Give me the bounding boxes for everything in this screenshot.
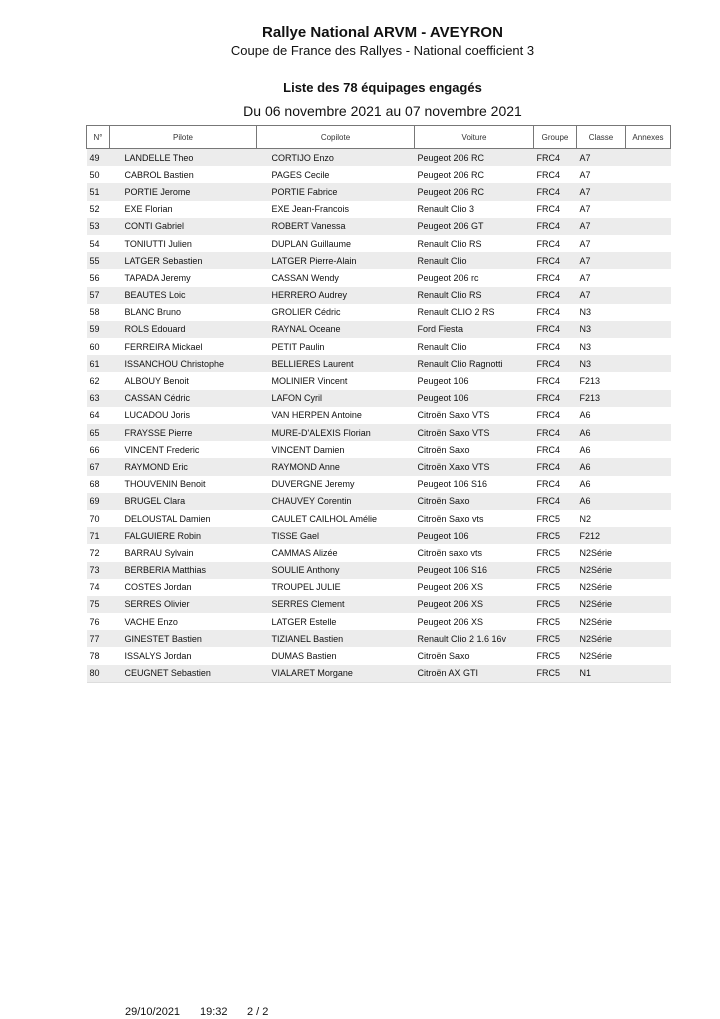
cell-classe: A7 (579, 272, 591, 283)
cell-voiture: Peugeot 206 XS (415, 596, 534, 613)
cell-copilote: PETIT Paulin (271, 341, 325, 352)
cell-number: 64 (89, 410, 100, 421)
cell-annexes (626, 321, 671, 338)
cell-groupe: FRC5 (536, 547, 561, 558)
cell-voiture: Ford Fiesta (415, 321, 534, 338)
table-row (87, 493, 671, 510)
table-row (87, 235, 671, 252)
table-row (87, 201, 671, 218)
column-header-number: N° (87, 126, 110, 149)
cell-annexes (626, 269, 671, 286)
cell-annexes (626, 596, 671, 613)
cell-voiture: Citroën Saxo (415, 493, 534, 510)
cell-number: 61 (87, 355, 110, 372)
cell-copilote: GROLIER Cédric (271, 307, 341, 318)
cell-voiture: Citroën Saxo (417, 651, 470, 662)
cell-pilote: PORTIE Jerome (110, 183, 257, 200)
cell-copilote: SOULIE Anthony (257, 562, 415, 579)
cell-groupe: FRC4 (534, 183, 577, 200)
cell-pilote: BEAUTES Loic (110, 287, 257, 304)
table-row (87, 149, 671, 167)
cell-annexes (626, 304, 671, 321)
cell-voiture: Peugeot 206 RC (417, 169, 485, 180)
cell-voiture: Peugeot 206 RC (415, 183, 534, 200)
cell-pilote: THOUVENIN Benoit (124, 479, 206, 490)
cell-groupe: FRC4 (534, 424, 577, 441)
cell-pilote: LATGER Sebastien (110, 252, 257, 269)
cell-voiture: Renault Clio (417, 341, 467, 352)
cell-pilote: BARRAU Sylvain (124, 547, 194, 558)
cell-voiture: Peugeot 206 GT (415, 218, 534, 235)
cell-annexes (626, 424, 671, 441)
cell-groupe: FRC5 (534, 562, 577, 579)
cell-number: 65 (87, 424, 110, 441)
cell-pilote: FALGUIERE Robin (110, 527, 257, 544)
table-row (87, 544, 671, 561)
cell-pilote: FERREIRA Mickael (124, 341, 203, 352)
cell-voiture: Peugeot 106 S16 (415, 562, 534, 579)
cell-copilote: LATGER Pierre-Alain (257, 252, 415, 269)
cell-number: 71 (87, 527, 110, 544)
table-row (87, 510, 671, 527)
table-row (87, 166, 671, 183)
table-row (87, 476, 671, 493)
cell-groupe: FRC4 (534, 287, 577, 304)
column-header-copilote: Copilote (257, 126, 415, 149)
cell-voiture: Peugeot 106 (415, 527, 534, 544)
cell-annexes (626, 338, 671, 355)
cell-classe: A6 (577, 458, 626, 475)
cell-voiture: Citroën saxo vts (417, 547, 483, 558)
cell-copilote: VINCENT Damien (271, 444, 345, 455)
cell-classe: N2Série (577, 562, 626, 579)
table-row (87, 647, 671, 664)
cell-groupe: FRC4 (536, 169, 561, 180)
table-row (87, 304, 671, 321)
cell-number: 75 (87, 596, 110, 613)
table-row (87, 665, 671, 683)
cell-number: 69 (87, 493, 110, 510)
cell-copilote: TROUPEL JULIE (271, 582, 341, 593)
cell-annexes (626, 441, 671, 458)
cell-pilote: BRUGEL Clara (110, 493, 257, 510)
cell-pilote: CEUGNET Sebastien (110, 665, 257, 683)
cell-annexes (626, 562, 671, 579)
cell-groupe: FRC4 (534, 355, 577, 372)
cell-number: 50 (89, 169, 100, 180)
cell-number: 78 (89, 651, 100, 662)
cell-pilote: FRAYSSE Pierre (110, 424, 257, 441)
cell-pilote: LUCADOU Joris (124, 410, 191, 421)
cell-groupe: FRC4 (536, 410, 561, 421)
column-header-voiture: Voiture (415, 126, 534, 149)
cell-annexes (626, 630, 671, 647)
cell-voiture: Peugeot 206 XS (417, 582, 484, 593)
cell-copilote: MOLINIER Vincent (271, 376, 348, 387)
cell-copilote: SERRES Clement (257, 596, 415, 613)
table-row (87, 579, 671, 596)
cell-annexes (626, 287, 671, 304)
cell-copilote: ROBERT Vanessa (257, 218, 415, 235)
table-row (87, 441, 671, 458)
cell-copilote: CHAUVEY Corentin (257, 493, 415, 510)
cell-classe: N3 (579, 307, 592, 318)
table-row (87, 287, 671, 304)
cell-number: 55 (87, 252, 110, 269)
cell-copilote: LAFON Cyril (257, 390, 415, 407)
cell-annexes (626, 372, 671, 389)
cell-copilote: CAMMAS Alizée (271, 547, 338, 558)
document-title: Rallye National ARVM - AVEYRON (262, 24, 503, 41)
cell-voiture: Citroën Saxo (417, 444, 470, 455)
cell-pilote: TONIUTTI Julien (124, 238, 192, 249)
cell-groupe: FRC4 (536, 479, 561, 490)
cell-number: 60 (89, 341, 100, 352)
cell-classe: A7 (577, 183, 626, 200)
cell-annexes (626, 183, 671, 200)
cell-annexes (626, 665, 671, 683)
cell-classe: A7 (577, 252, 626, 269)
column-header-pilote: Pilote (110, 126, 257, 149)
table-row (87, 338, 671, 355)
cell-pilote: ROLS Edouard (110, 321, 257, 338)
cell-groupe: FRC4 (534, 458, 577, 475)
cell-classe: A6 (579, 479, 591, 490)
cell-number: 68 (89, 479, 100, 490)
cell-groupe: FRC5 (536, 616, 561, 627)
table-row (87, 613, 671, 630)
cell-number: 59 (87, 321, 110, 338)
cell-number: 58 (89, 307, 100, 318)
print-time: 19:32 (200, 1006, 228, 1018)
cell-number: 53 (87, 218, 110, 235)
cell-number: 76 (89, 616, 100, 627)
cell-groupe: FRC4 (536, 376, 561, 387)
cell-pilote: ISSALYS Jordan (124, 651, 192, 662)
cell-annexes (626, 647, 671, 664)
cell-pilote: TAPADA Jeremy (124, 272, 191, 283)
cell-number: 62 (89, 376, 100, 387)
cell-annexes (626, 510, 671, 527)
cell-copilote: BELLIERES Laurent (257, 355, 415, 372)
cell-annexes (626, 493, 671, 510)
cell-voiture: Citroën Saxo vts (417, 513, 484, 524)
cell-copilote: MURE-D'ALEXIS Florian (257, 424, 415, 441)
cell-number: 70 (89, 513, 100, 524)
cell-classe: A6 (577, 493, 626, 510)
cell-pilote: DELOUSTAL Damien (124, 513, 211, 524)
cell-classe: N3 (579, 341, 592, 352)
cell-pilote: EXE Florian (124, 204, 173, 215)
cell-voiture: Renault CLIO 2 RS (417, 307, 495, 318)
cell-classe: N2Série (579, 582, 613, 593)
cell-groupe: FRC5 (536, 513, 561, 524)
cell-groupe: FRC5 (536, 582, 561, 593)
cell-classe: N1 (577, 665, 626, 683)
cell-groupe: FRC4 (534, 218, 577, 235)
cell-groupe: FRC4 (536, 444, 561, 455)
cell-classe: F213 (579, 376, 601, 387)
cell-number: 80 (87, 665, 110, 683)
cell-groupe: FRC4 (534, 493, 577, 510)
cell-copilote: VIALARET Morgane (257, 665, 415, 683)
cell-copilote: PORTIE Fabrice (257, 183, 415, 200)
cell-copilote: DUVERGNE Jeremy (271, 479, 355, 490)
cell-classe: F213 (577, 390, 626, 407)
cell-number: 72 (89, 547, 100, 558)
cell-annexes (626, 613, 671, 630)
cell-classe: A7 (577, 218, 626, 235)
cell-classe: N3 (577, 321, 626, 338)
cell-annexes (626, 407, 671, 424)
cell-copilote: EXE Jean-Francois (271, 204, 350, 215)
cell-voiture: Peugeot 206 XS (417, 616, 484, 627)
cell-annexes (626, 476, 671, 493)
cell-classe: A6 (577, 424, 626, 441)
cell-classe: A6 (579, 444, 591, 455)
column-header-annexes: Annexes (626, 126, 671, 149)
table-body (87, 149, 671, 683)
cell-voiture: Citroën Saxo VTS (415, 424, 534, 441)
table-row (87, 527, 671, 544)
cell-annexes (626, 458, 671, 475)
table-row (87, 269, 671, 286)
table-row (87, 458, 671, 475)
cell-copilote: LATGER Estelle (271, 616, 337, 627)
cell-pilote: ISSANCHOU Christophe (110, 355, 257, 372)
cell-voiture: Peugeot 206 rc (417, 272, 479, 283)
cell-copilote: CASSAN Wendy (271, 272, 339, 283)
cell-pilote: RAYMOND Eric (110, 458, 257, 475)
cell-pilote: CONTI Gabriel (110, 218, 257, 235)
cell-voiture: Renault Clio 3 (417, 204, 475, 215)
cell-voiture: Peugeot 206 RC (415, 149, 534, 167)
entries-table (86, 125, 671, 683)
cell-copilote: PAGES Cecile (271, 169, 330, 180)
cell-voiture: Citroën AX GTI (415, 665, 534, 683)
cell-annexes (626, 390, 671, 407)
cell-copilote: HERRERO Audrey (257, 287, 415, 304)
cell-pilote: ALBOUY Benoit (124, 376, 189, 387)
cell-groupe: FRC4 (536, 272, 561, 283)
cell-number: 51 (87, 183, 110, 200)
cell-annexes (626, 149, 671, 167)
table-row (87, 355, 671, 372)
column-header-classe: Classe (577, 126, 626, 149)
cell-copilote: VAN HERPEN Antoine (271, 410, 362, 421)
cell-pilote: VINCENT Frederic (124, 444, 200, 455)
cell-groupe: FRC4 (534, 149, 577, 167)
cell-number: 74 (89, 582, 100, 593)
cell-copilote: TIZIANEL Bastien (257, 630, 415, 647)
page-number: 2 / 2 (247, 1006, 269, 1018)
cell-groupe: FRC5 (534, 630, 577, 647)
cell-voiture: Peugeot 106 S16 (417, 479, 488, 490)
cell-groupe: FRC5 (534, 596, 577, 613)
table-row (87, 390, 671, 407)
cell-copilote: RAYMOND Anne (257, 458, 415, 475)
table-row (87, 562, 671, 579)
cell-classe: A7 (577, 149, 626, 167)
cell-number: 77 (87, 630, 110, 647)
cell-classe: A7 (579, 204, 591, 215)
cell-voiture: Peugeot 106 (417, 376, 469, 387)
cell-pilote: VACHE Enzo (124, 616, 178, 627)
cell-classe: N2Série (579, 616, 613, 627)
cell-classe: A7 (579, 238, 591, 249)
cell-pilote: GINESTET Bastien (110, 630, 257, 647)
cell-classe: A7 (577, 287, 626, 304)
cell-number: 49 (87, 149, 110, 167)
cell-classe: N2Série (579, 651, 613, 662)
table-row (87, 424, 671, 441)
cell-annexes (626, 355, 671, 372)
cell-copilote: CORTIJO Enzo (257, 149, 415, 167)
print-date: 29/10/2021 (125, 1006, 181, 1018)
table-row (87, 596, 671, 613)
cell-annexes (626, 218, 671, 235)
document-subtitle: Coupe de France des Rallyes - National coefficient 3 (230, 43, 535, 58)
cell-annexes (626, 252, 671, 269)
cell-pilote: COSTES Jordan (124, 582, 192, 593)
cell-pilote: BLANC Bruno (124, 307, 182, 318)
cell-copilote: DUPLAN Guillaume (271, 238, 352, 249)
cell-annexes (626, 166, 671, 183)
cell-voiture: Citroën Saxo VTS (417, 410, 490, 421)
table-row (87, 630, 671, 647)
column-header-groupe: Groupe (534, 126, 577, 149)
list-title: Liste des 78 équipages engagés (283, 80, 482, 95)
cell-groupe: FRC5 (534, 527, 577, 544)
cell-number: 67 (87, 458, 110, 475)
cell-number: 73 (87, 562, 110, 579)
cell-groupe: FRC4 (536, 341, 561, 352)
cell-annexes (626, 544, 671, 561)
cell-classe: A7 (579, 169, 591, 180)
cell-pilote: LANDELLE Theo (110, 149, 257, 167)
table-header-row (87, 126, 671, 149)
cell-voiture: Peugeot 106 (415, 390, 534, 407)
table-row (87, 372, 671, 389)
cell-voiture: Renault Clio 2 1.6 16v (415, 630, 534, 647)
cell-groupe: FRC4 (536, 204, 561, 215)
cell-voiture: Renault Clio Ragnotti (415, 355, 534, 372)
cell-voiture: Renault Clio RS (415, 287, 534, 304)
cell-copilote: DUMAS Bastien (271, 651, 337, 662)
cell-voiture: Renault Clio (415, 252, 534, 269)
cell-classe: N2Série (579, 547, 613, 558)
cell-annexes (626, 201, 671, 218)
table-row (87, 407, 671, 424)
cell-classe: N3 (577, 355, 626, 372)
cell-groupe: FRC5 (536, 651, 561, 662)
cell-classe: N2Série (577, 596, 626, 613)
cell-pilote: BERBERIA Matthias (110, 562, 257, 579)
cell-number: 52 (89, 204, 100, 215)
cell-copilote: RAYNAL Oceane (257, 321, 415, 338)
cell-classe: F212 (577, 527, 626, 544)
cell-pilote: SERRES Olivier (110, 596, 257, 613)
cell-copilote: TISSE Gael (257, 527, 415, 544)
cell-classe: N2Série (577, 630, 626, 647)
cell-voiture: Renault Clio RS (417, 238, 482, 249)
cell-annexes (626, 579, 671, 596)
cell-pilote: CASSAN Cédric (110, 390, 257, 407)
table-row (87, 252, 671, 269)
cell-groupe: FRC5 (534, 665, 577, 683)
cell-number: 63 (87, 390, 110, 407)
cell-groupe: FRC4 (536, 238, 561, 249)
cell-annexes (626, 235, 671, 252)
cell-groupe: FRC4 (534, 252, 577, 269)
cell-groupe: FRC4 (534, 321, 577, 338)
cell-number: 57 (87, 287, 110, 304)
table-row (87, 321, 671, 338)
cell-copilote: CAULET CAILHOL Amélie (271, 513, 378, 524)
table-row (87, 218, 671, 235)
cell-pilote: CABROL Bastien (124, 169, 194, 180)
event-dates: Du 06 novembre 2021 au 07 novembre 2021 (243, 103, 522, 119)
cell-number: 56 (89, 272, 100, 283)
table-row (87, 183, 671, 200)
cell-classe: N2 (579, 513, 592, 524)
cell-voiture: Citroën Xaxo VTS (415, 458, 534, 475)
cell-number: 54 (89, 238, 100, 249)
cell-groupe: FRC4 (536, 307, 561, 318)
cell-annexes (626, 527, 671, 544)
cell-groupe: FRC4 (534, 390, 577, 407)
cell-number: 66 (89, 444, 100, 455)
cell-classe: A6 (579, 410, 591, 421)
